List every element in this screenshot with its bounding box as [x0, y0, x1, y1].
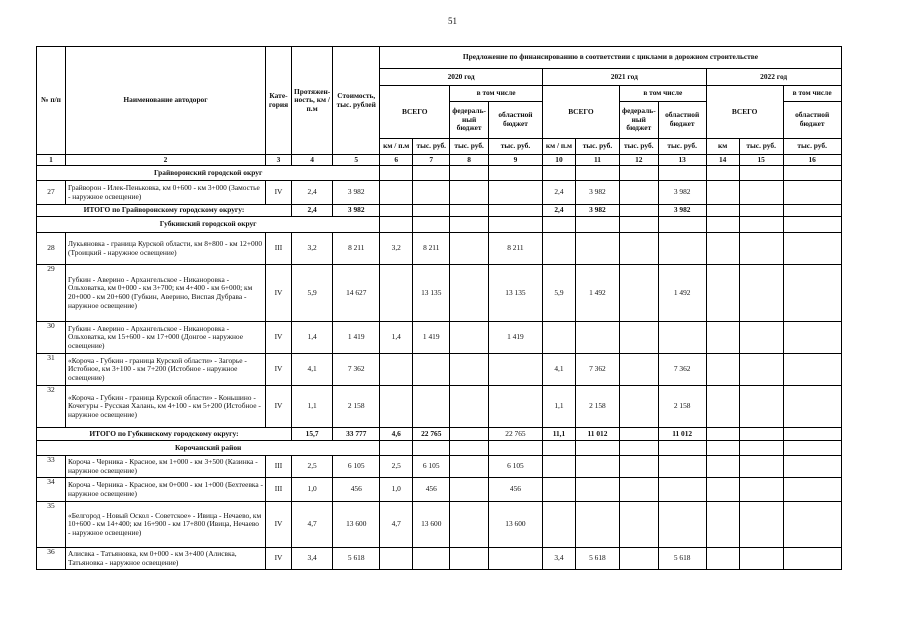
km-2020: 1,0 [380, 478, 413, 502]
unit-thous-2020-total: тыс. руб. [413, 139, 450, 155]
header-total-2020: ВСЕГО [380, 86, 450, 139]
total-sum-2020: 22 765 [413, 428, 450, 441]
table-row [37, 181, 842, 205]
total-length: 15,7 [292, 428, 333, 441]
row-no: 36 [37, 548, 66, 570]
header-no: № п/п [37, 47, 66, 155]
row-no: 35 [37, 502, 66, 548]
column-number: 8 [450, 155, 489, 166]
table-row [37, 322, 842, 354]
length: 1,0 [292, 478, 333, 502]
road-name: Короча - Черника - Красное, км 0+000 - км 1+000 (Бехтеевка - наружное освещение) [66, 478, 266, 502]
total-regional-2021: 3 982 [658, 205, 706, 217]
header-including-2022: в том числе [783, 86, 841, 102]
category: IV [266, 265, 292, 322]
header-proposal: Предложение по финансированию в соответствии с циклами в дорожном строительстве [380, 47, 841, 69]
row-no: 27 [37, 181, 66, 205]
total-cost: 3 982 [333, 205, 380, 217]
km-2020: 4,7 [380, 502, 413, 548]
total-row [37, 428, 842, 441]
unit-km-2022: км [706, 139, 739, 155]
category: IV [266, 181, 292, 205]
category: IV [266, 502, 292, 548]
category: III [266, 478, 292, 502]
total-2021: 2 158 [575, 386, 619, 428]
category: IV [266, 386, 292, 428]
header-regional-2020: областной бюджет [488, 102, 542, 139]
category: IV [266, 322, 292, 354]
length: 3,2 [292, 233, 333, 265]
cost: 1 419 [333, 322, 380, 354]
total-km-2020: 4,6 [380, 428, 413, 441]
unit-thous-2022-regional: тыс. руб. [783, 139, 841, 155]
km-2020: 3,2 [380, 233, 413, 265]
column-number: 11 [575, 155, 619, 166]
total-2020: 8 211 [413, 233, 450, 265]
total-2021: 5 618 [575, 548, 619, 570]
table-row [37, 502, 842, 548]
length: 5,9 [292, 265, 333, 322]
regional-2021: 3 982 [658, 181, 706, 205]
length: 2,4 [292, 181, 333, 205]
header-length: Протяжен-ность, км / п.м [292, 47, 333, 155]
cost: 2 158 [333, 386, 380, 428]
road-name: Грайворон - Илек-Пеньковка, км 0+600 - км 3+000 (Замостье - наружное освещение) [66, 181, 266, 205]
header-total-2022: ВСЕГО [706, 86, 783, 139]
total-regional-2020: 22 765 [488, 428, 542, 441]
road-name: Губкин - Аверино - Архангельское - Никаноровка - Ольховатка, км 15+600 - км 17+000 (Донгое - наружное освещение) [66, 322, 266, 354]
column-number: 2 [66, 155, 266, 166]
table-row [37, 233, 842, 265]
header-federal-2020: федераль-ный бюджет [450, 102, 489, 139]
column-number: 16 [783, 155, 841, 166]
cost: 8 211 [333, 233, 380, 265]
column-number: 3 [266, 155, 292, 166]
total-label-gubkin: ИТОГО по Губкинскому городскому округу: [37, 428, 292, 441]
km-2021: 2,4 [542, 181, 575, 205]
column-number: 6 [380, 155, 413, 166]
row-no: 30 [37, 322, 66, 354]
cost: 456 [333, 478, 380, 502]
total-2021: 1 492 [575, 265, 619, 322]
header-federal-2021: федераль-ный бюджет [619, 102, 658, 139]
regional-2020: 13 135 [488, 265, 542, 322]
header-including-2020: в том числе [450, 86, 543, 102]
column-number: 1 [37, 155, 66, 166]
header-regional-2022: областной бюджет [783, 102, 841, 139]
total-2020: 1 419 [413, 322, 450, 354]
column-number: 9 [488, 155, 542, 166]
table-row [37, 386, 842, 428]
row-no: 34 [37, 478, 66, 502]
total-label-graivoron: ИТОГО по Грайворонскому городскому округу: [37, 205, 292, 217]
regional-2020: 8 211 [488, 233, 542, 265]
total-regional-2021: 11 012 [658, 428, 706, 441]
column-number: 15 [739, 155, 783, 166]
header-cost: Стоимость, тыс. рублей [333, 47, 380, 155]
unit-thous-2021-federal: тыс. руб. [619, 139, 658, 155]
length: 2,5 [292, 456, 333, 478]
row-no: 29 [37, 265, 66, 322]
section-row [37, 441, 842, 456]
regional-2020: 13 600 [488, 502, 542, 548]
total-km-2021: 2,4 [542, 205, 575, 217]
table-row [37, 548, 842, 570]
regional-2021: 1 492 [658, 265, 706, 322]
km-2020: 2,5 [380, 456, 413, 478]
road-name: Лукьяновка - граница Курской области, км 8+800 - км 12+000 (Троицкий - наружное освещение) [66, 233, 266, 265]
category: IV [266, 354, 292, 386]
total-2020: 13 600 [413, 502, 450, 548]
total-2020: 6 105 [413, 456, 450, 478]
unit-thous-2021-regional: тыс. руб. [658, 139, 706, 155]
cost: 14 627 [333, 265, 380, 322]
total-sum-2021: 11 012 [575, 428, 619, 441]
header-year-2020: 2020 год [380, 69, 543, 86]
total-2020: 13 135 [413, 265, 450, 322]
header-total-2021: ВСЕГО [542, 86, 619, 139]
length: 4,1 [292, 354, 333, 386]
section-title-korocha: Корочанский район [37, 441, 380, 456]
total-2020: 456 [413, 478, 450, 502]
unit-km-pm-2021: км / п.м [542, 139, 575, 155]
column-number: 7 [413, 155, 450, 166]
km-2021: 1,1 [542, 386, 575, 428]
length: 1,4 [292, 322, 333, 354]
total-km-2021: 11,1 [542, 428, 575, 441]
road-name: «Короча - Губкин - граница Курской области» - Загорье - Истобное, км 3+100 - км 7+200 (Истобное - наружное освещение) [66, 354, 266, 386]
regional-2021: 5 618 [658, 548, 706, 570]
row-no: 31 [37, 354, 66, 386]
row-no: 32 [37, 386, 66, 428]
table-row [37, 478, 842, 502]
total-sum-2021: 3 982 [575, 205, 619, 217]
road-name: Алисвка - Татьяновка, км 0+000 - км 3+400 (Алисвка, Татьяновка - наружное освещение) [66, 548, 266, 570]
length: 4,7 [292, 502, 333, 548]
category: III [266, 233, 292, 265]
table-row [37, 265, 842, 322]
unit-thous-2020-regional: тыс. руб. [488, 139, 542, 155]
column-number: 14 [706, 155, 739, 166]
cost: 3 982 [333, 181, 380, 205]
category: IV [266, 548, 292, 570]
unit-thous-2022-total: тыс. руб. [739, 139, 783, 155]
cost: 7 362 [333, 354, 380, 386]
column-number: 13 [658, 155, 706, 166]
section-title-graivoron: Грайворонский городской округ [37, 166, 380, 181]
category: III [266, 456, 292, 478]
section-row [37, 217, 842, 233]
km-2020: 1,4 [380, 322, 413, 354]
cost: 6 105 [333, 456, 380, 478]
header-category: Кате-гория [266, 47, 292, 155]
regional-2020: 6 105 [488, 456, 542, 478]
table-row [37, 456, 842, 478]
section-row [37, 166, 842, 181]
regional-2021: 7 362 [658, 354, 706, 386]
total-row [37, 205, 842, 217]
total-length: 2,4 [292, 205, 333, 217]
column-number: 12 [619, 155, 658, 166]
table-row [37, 354, 842, 386]
row-no: 28 [37, 233, 66, 265]
column-number: 10 [542, 155, 575, 166]
regional-2020: 1 419 [488, 322, 542, 354]
road-name: «Короча - Губкин - граница Курской области» - Коньшино - Кочегуры - Русская Халань, км 4+100 - км 5+200 (Истобное - наружное освещение) [66, 386, 266, 428]
row-no: 33 [37, 456, 66, 478]
road-name: Короча - Черника - Красное, км 1+000 - км 3+500 (Казинка - наружное освещение) [66, 456, 266, 478]
regional-2021: 2 158 [658, 386, 706, 428]
total-cost: 33 777 [333, 428, 380, 441]
road-financing-table [36, 46, 842, 570]
road-name: «Белгород - Новый Оскол - Советское» - Ивица - Нечаево, км 10+600 - км 14+400; км 16+900 - км 17+800 (Ивица, Нечаево - наружное освещение) [66, 502, 266, 548]
km-2021: 5,9 [542, 265, 575, 322]
header-regional-2021: областной бюджет [658, 102, 706, 139]
cost: 5 618 [333, 548, 380, 570]
unit-thous-2021-total: тыс. руб. [575, 139, 619, 155]
length: 1,1 [292, 386, 333, 428]
header-year-2022: 2022 год [706, 69, 841, 86]
regional-2020: 456 [488, 478, 542, 502]
km-2021: 3,4 [542, 548, 575, 570]
header-including-2021: в том числе [619, 86, 706, 102]
cost: 13 600 [333, 502, 380, 548]
length: 3,4 [292, 548, 333, 570]
total-2021: 7 362 [575, 354, 619, 386]
section-title-gubkin: Губкинский городской округ [37, 217, 380, 233]
km-2021: 4,1 [542, 354, 575, 386]
road-name: Губкин - Аверино - Архангельское - Никаноровка - Ольховатка, км 0+000 - км 3+700; км 4+400 - км 6+000; км 20+000 - км 20+600 (Губкин, Аверино, Виспая Дубрава - наружное освещение) [66, 265, 266, 322]
unit-thous-2020-federal: тыс. руб. [450, 139, 489, 155]
unit-km-pm-2020: км / п.м [380, 139, 413, 155]
header-name: Наименование автодорог [66, 47, 266, 155]
header-year-2021: 2021 год [542, 69, 706, 86]
column-number: 4 [292, 155, 333, 166]
column-numbers-row [37, 155, 842, 166]
total-2021: 3 982 [575, 181, 619, 205]
page-number: 51 [448, 16, 457, 26]
column-number: 5 [333, 155, 380, 166]
